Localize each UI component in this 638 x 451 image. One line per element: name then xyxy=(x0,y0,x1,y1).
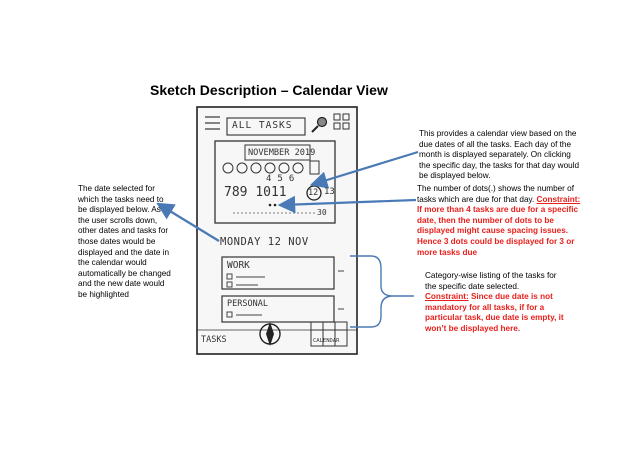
category-work: WORK xyxy=(227,260,250,271)
date-11: 11 xyxy=(270,185,287,200)
note-category xyxy=(425,271,565,335)
range-end: 30 xyxy=(317,208,327,217)
note-dots-constraint-label: Constraint: xyxy=(536,194,581,204)
note-calendar-view: This provides a calendar view based on the due dates of all the tasks. Each day of the month is displayed separately. On clicking the specific day, the tasks for that day would be displayed below. xyxy=(419,129,580,181)
note-dots xyxy=(417,184,585,258)
date-6: 6 xyxy=(288,174,301,184)
date-9: 9 xyxy=(239,185,248,200)
upper-dates xyxy=(266,174,300,184)
tasks-tab-label: TASKS xyxy=(201,335,227,345)
week-row xyxy=(224,185,287,200)
selected-date: 12 xyxy=(308,188,319,198)
phone-outline xyxy=(197,107,357,354)
month-label: NOVEMBER 2019 xyxy=(248,148,316,158)
note-category-constraint-text: Since due date is not mandatory for all tasks, if for a particular task, due date is empty, it won’t be displayed here. xyxy=(425,292,564,333)
search-label: ALL TASKS xyxy=(232,120,293,131)
category-bracket xyxy=(350,256,414,327)
note-category-text: Category-wise listing of the tasks for the specific date selected. xyxy=(425,271,557,291)
page-title: Sketch Description – Calendar View xyxy=(150,82,388,98)
date-5: 5 xyxy=(277,174,289,184)
date-4: 4 xyxy=(266,174,278,184)
date-10: 10 xyxy=(255,185,271,200)
date-7: 7 xyxy=(224,185,232,200)
calendar-tab-label: CALENDAR xyxy=(313,338,340,344)
note-category-constraint-label: Constraint: xyxy=(425,292,469,302)
note-selected-date: The date selected for which the tasks need to be displayed below. As the user scrolls down, other dates and tasks for those dates would be displayed and the date in the calendar would automatically be changed and the new date would be highlighted xyxy=(78,184,171,299)
note-dots-text: The number of dots(.) shows the number of tasks which are due for that day. xyxy=(417,184,575,204)
date-8: 8 xyxy=(231,185,240,200)
day-header: MONDAY 12 NOV xyxy=(220,236,309,248)
date-13: 13 xyxy=(324,187,335,197)
note-dots-constraint-text: If more than 4 tasks are due for a specific date, then the number of dots to be displayed might cause spacing issues. Hence 3 dots could be displayed for 3 or more tasks due xyxy=(417,205,579,257)
category-personal: PERSONAL xyxy=(227,299,268,309)
